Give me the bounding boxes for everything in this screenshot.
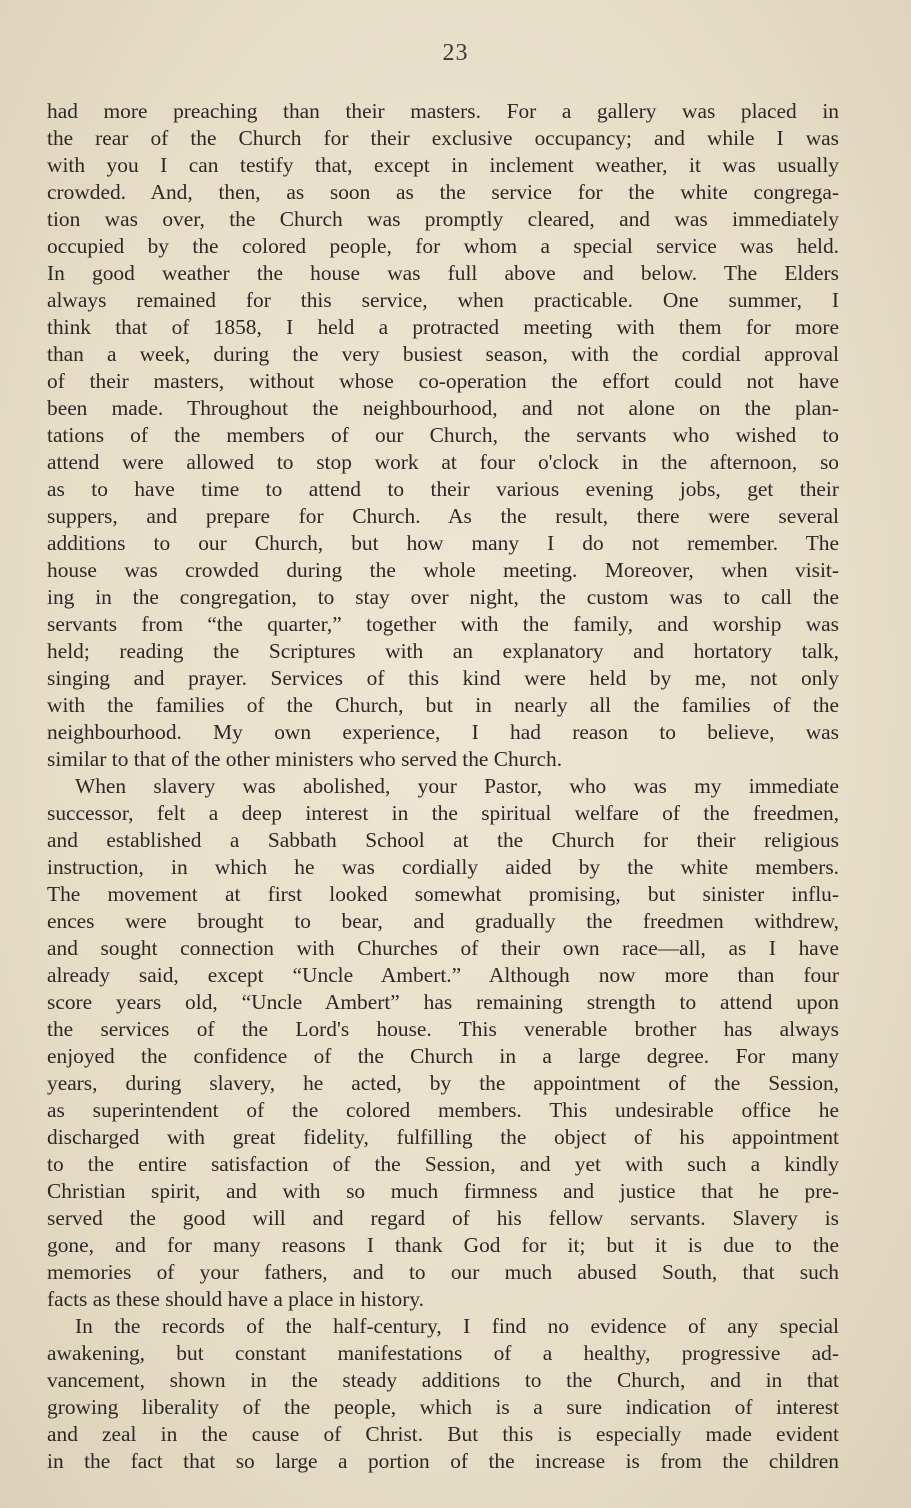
text-line: as to have time to attend to their various evening jobs, get their: [47, 477, 839, 501]
text-line: tations of the members of our Church, the servants who wished to: [47, 423, 839, 447]
text-line: ences were brought to bear, and gradually the freedmen withdrew,: [47, 909, 839, 933]
text-line: attend were allowed to stop work at four o'clock in the afternoon, so: [47, 450, 839, 474]
text-line: the services of the Lord's house. This venerable brother has always: [47, 1017, 839, 1041]
text-line: held; reading the Scriptures with an explanatory and hortatory talk,: [47, 639, 839, 663]
text-line: served the good will and regard of his fellow servants. Slavery is: [47, 1206, 839, 1230]
text-line: memories of your fathers, and to our much abused South, that such: [47, 1260, 839, 1284]
text-line: When slavery was abolished, your Pastor, who was my immediate: [75, 774, 839, 798]
text-line: occupied by the colored people, for whom a special service was held.: [47, 234, 839, 258]
text-line: than a week, during the very busiest season, with the cordial approval: [47, 342, 839, 366]
text-line: instruction, in which he was cordially aided by the white members.: [47, 855, 839, 879]
text-line: discharged with great fidelity, fulfilling the object of his appointment: [47, 1125, 839, 1149]
text-line: already said, except “Uncle Ambert.” Although now more than four: [47, 963, 839, 987]
text-line: the rear of the Church for their exclusive occupancy; and while I was: [47, 126, 839, 150]
text-line: with the families of the Church, but in nearly all the families of the: [47, 693, 839, 717]
text-line: suppers, and prepare for Church. As the result, there were several: [47, 504, 839, 528]
text-line: additions to our Church, but how many I do not remember. The: [47, 531, 839, 555]
page-number: 23: [442, 40, 469, 66]
text-line: to the entire satisfaction of the Session, and yet with such a kindly: [47, 1152, 839, 1176]
text-line: and zeal in the cause of Christ. But this is especially made evident: [47, 1422, 839, 1446]
text-line: facts as these should have a place in history.: [47, 1287, 424, 1311]
text-line: tion was over, the Church was promptly cleared, and was immediately: [47, 207, 839, 231]
text-line: ing in the congregation, to stay over night, the custom was to call the: [47, 585, 839, 609]
text-line: years, during slavery, he acted, by the appointment of the Session,: [47, 1071, 839, 1095]
text-line: been made. Throughout the neighbourhood, and not alone on the plan-: [47, 396, 839, 420]
text-line: enjoyed the confidence of the Church in a large degree. For many: [47, 1044, 839, 1068]
text-line: had more preaching than their masters. For a gallery was placed in: [47, 99, 839, 123]
text-line: and sought connection with Churches of their own race—all, as I have: [47, 936, 839, 960]
text-line: neighbourhood. My own experience, I had reason to believe, was: [47, 720, 839, 744]
text-line: successor, felt a deep interest in the spiritual welfare of the freedmen,: [47, 801, 839, 825]
text-line: house was crowded during the whole meeting. Moreover, when visit-: [47, 558, 839, 582]
text-line: with you I can testify that, except in inclement weather, it was usually: [47, 153, 839, 177]
text-line: score years old, “Uncle Ambert” has remaining strength to attend upon: [47, 990, 839, 1014]
body-text: [47, 98, 839, 1475]
text-line: crowded. And, then, as soon as the service for the white congrega-: [47, 180, 839, 204]
text-line: think that of 1858, I held a protracted meeting with them for more: [47, 315, 839, 339]
text-line: in the fact that so large a portion of the increase is from the children: [47, 1449, 839, 1473]
text-line: servants from “the quarter,” together with the family, and worship was: [47, 612, 839, 636]
text-line: growing liberality of the people, which is a sure indication of interest: [47, 1395, 839, 1419]
text-line: singing and prayer. Services of this kind were held by me, not only: [47, 666, 839, 690]
text-line: In the records of the half-century, I find no evidence of any special: [75, 1314, 839, 1338]
text-line: of their masters, without whose co-operation the effort could not have: [47, 369, 839, 393]
text-line: and established a Sabbath School at the Church for their religious: [47, 828, 839, 852]
text-line: vancement, shown in the steady additions to the Church, and in that: [47, 1368, 839, 1392]
text-line: Christian spirit, and with so much firmness and justice that he pre-: [47, 1179, 839, 1203]
text-line: In good weather the house was full above and below. The Elders: [47, 261, 839, 285]
text-line: as superintendent of the colored members. This undesirable office he: [47, 1098, 839, 1122]
text-line: always remained for this service, when practicable. One summer, I: [47, 288, 839, 312]
text-line: similar to that of the other ministers who served the Church.: [47, 747, 563, 771]
text-line: gone, and for many reasons I thank God for it; but it is due to the: [47, 1233, 839, 1257]
text-line: awakening, but constant manifestations of a healthy, progressive ad-: [47, 1341, 839, 1365]
text-line: The movement at first looked somewhat promising, but sinister influ-: [47, 882, 839, 906]
